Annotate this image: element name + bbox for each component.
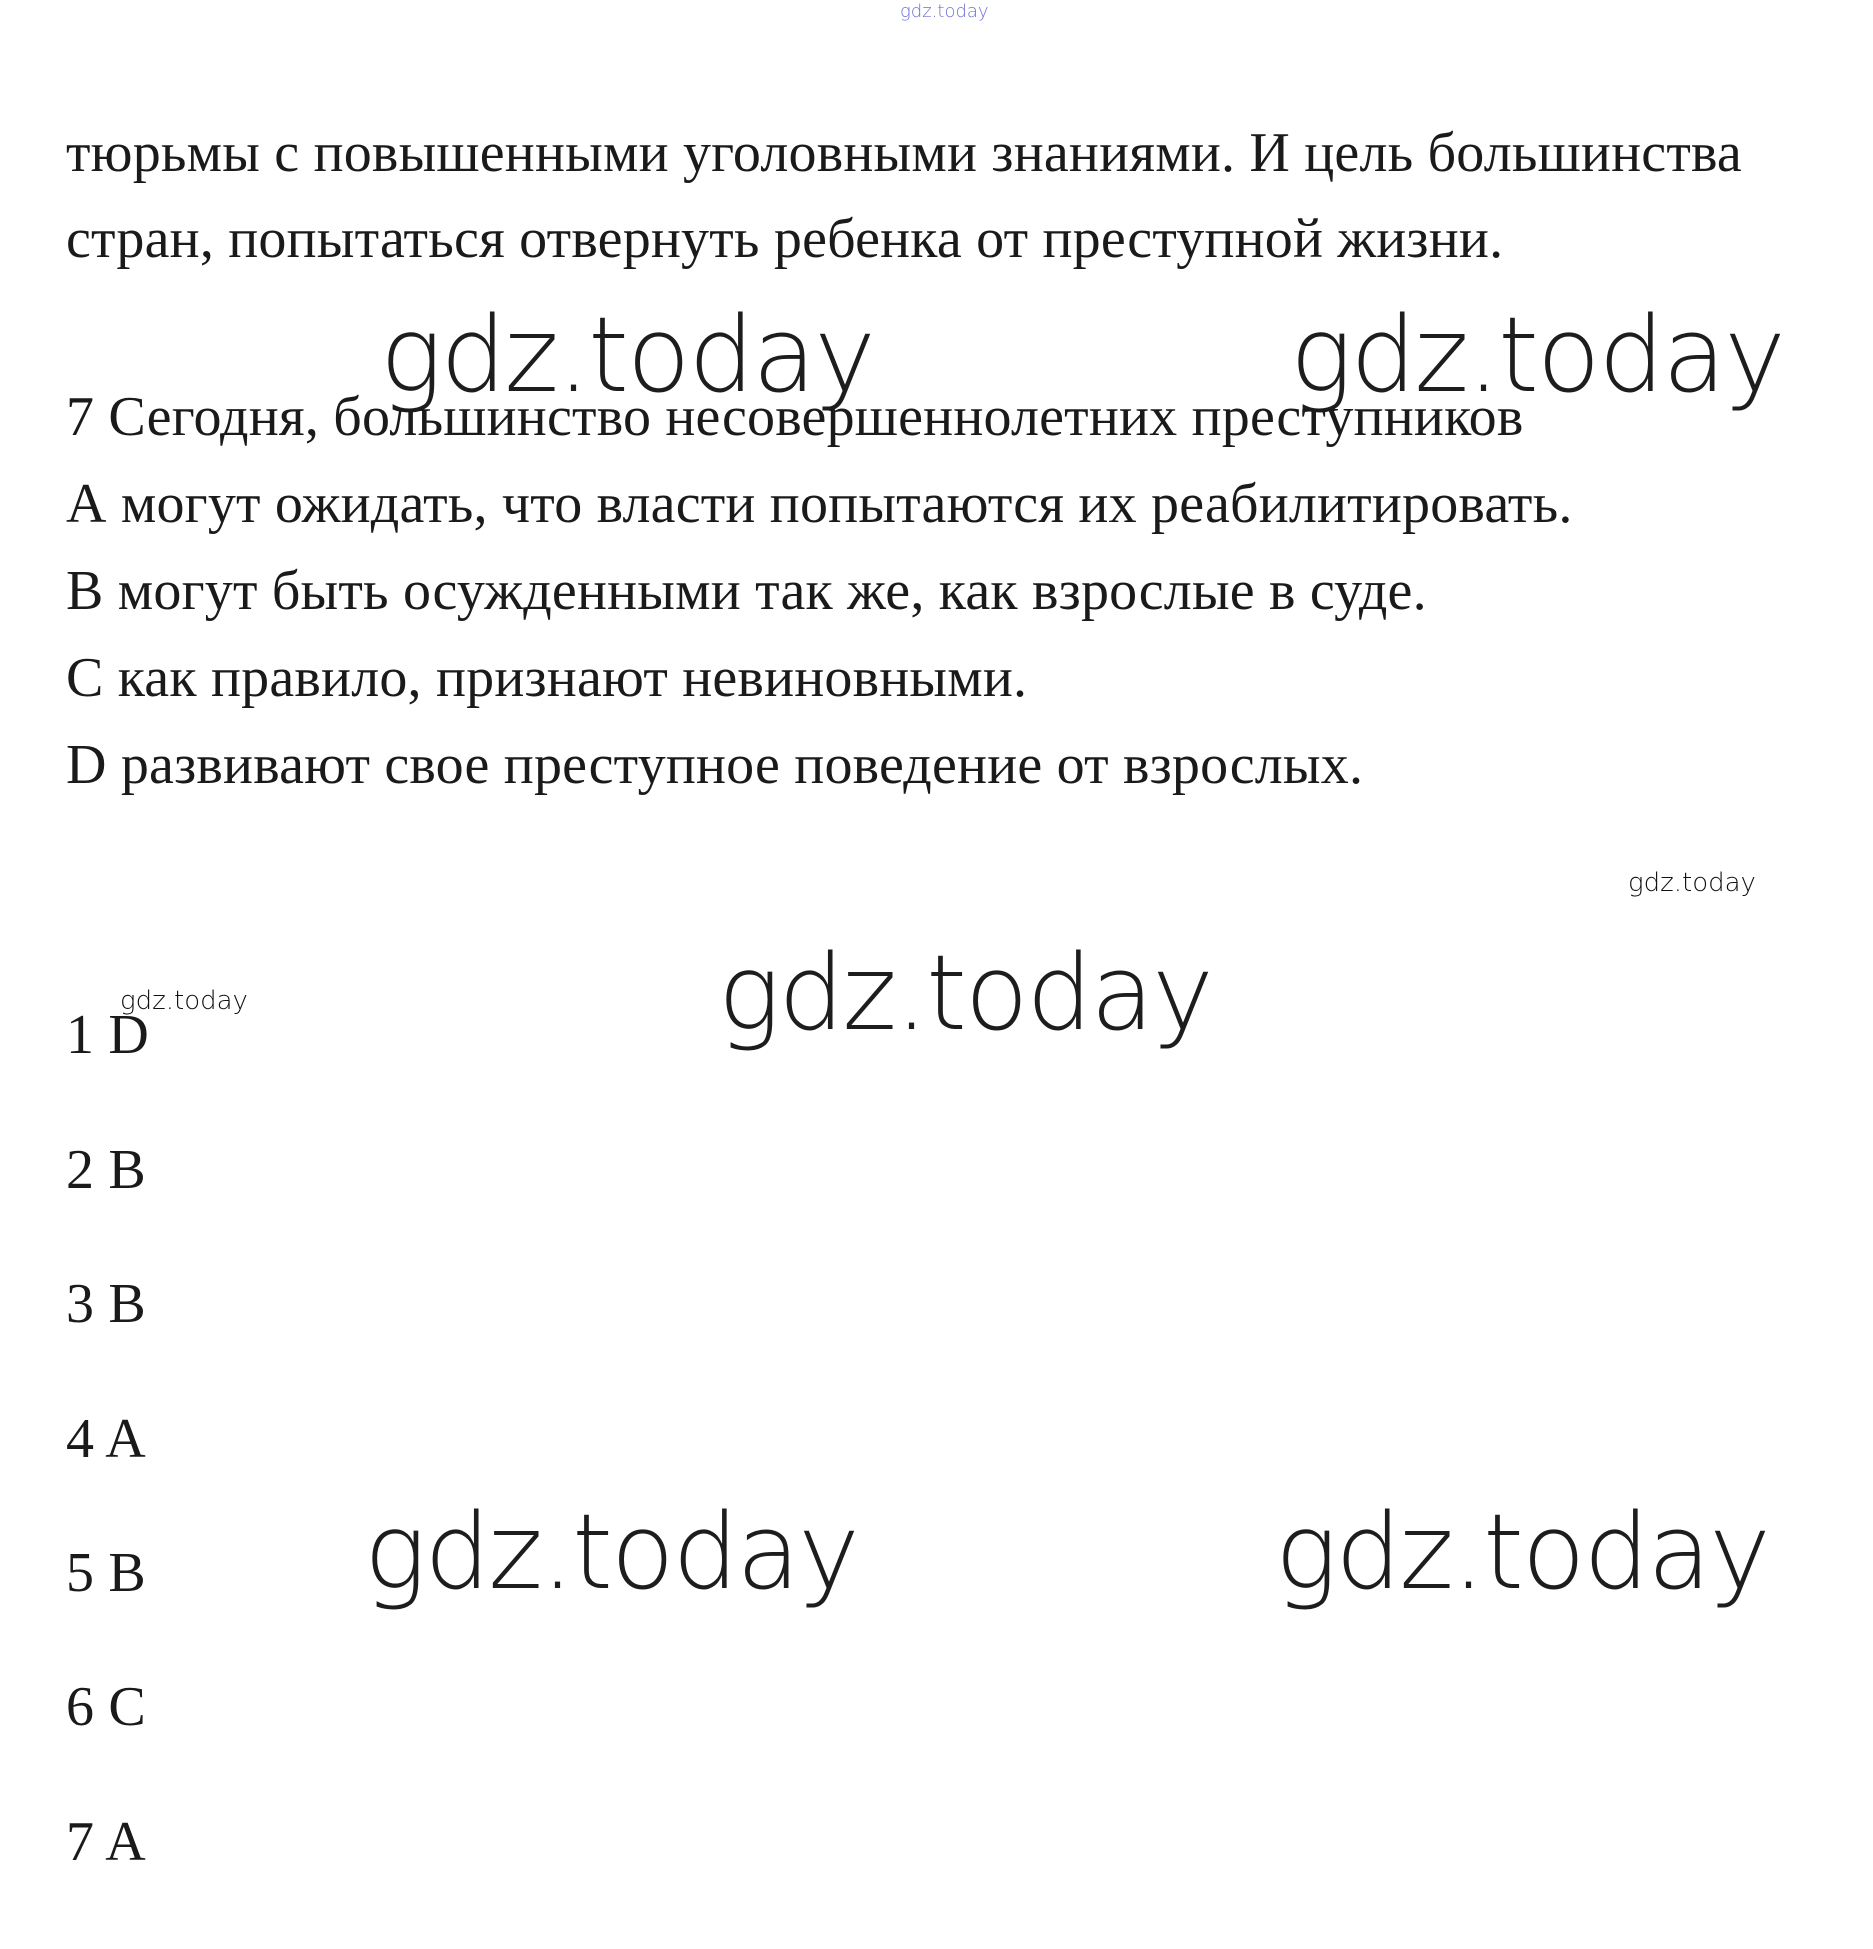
question-stem: 7 Сегодня, большинство несовершеннолетних преступников (66, 386, 1524, 448)
answer-item: 6 C (66, 1676, 146, 1738)
answer-item: 7 A (66, 1811, 146, 1873)
question-option-c: С как правило, признают невиновными. (66, 647, 1028, 709)
answer-item: 3 B (66, 1273, 146, 1335)
watermark-large: gdz.today (364, 1491, 858, 1613)
watermark-small: gdz.today (1628, 868, 1756, 898)
paragraph-line-2: стран, попытаться отвернуть ребенка от преступной жизни. (66, 208, 1504, 270)
answer-item: 1 D (66, 1004, 150, 1066)
answer-item: 2 B (66, 1139, 146, 1201)
watermark-large: gdz.today (1275, 1491, 1769, 1613)
watermark-small: gdz.today (120, 986, 248, 1016)
question-option-a: А могут ожидать, что власти попытаются их реабилитировать. (66, 473, 1573, 535)
watermark-large: gdz.today (380, 294, 874, 416)
answer-item: 4 A (66, 1408, 146, 1470)
watermark-large: gdz.today (718, 932, 1212, 1054)
question-option-b: В могут быть осужденными так же, как взрослые в суде. (66, 560, 1427, 622)
paragraph-line-1: тюрьмы с повышенными уголовными знаниями. И цель большинства (66, 122, 1742, 184)
watermark-top: gdz.today (900, 1, 989, 22)
answer-item: 5 B (66, 1542, 146, 1604)
question-option-d: D развивают свое преступное поведение от взрослых. (66, 734, 1364, 796)
watermark-large: gdz.today (1290, 294, 1784, 416)
